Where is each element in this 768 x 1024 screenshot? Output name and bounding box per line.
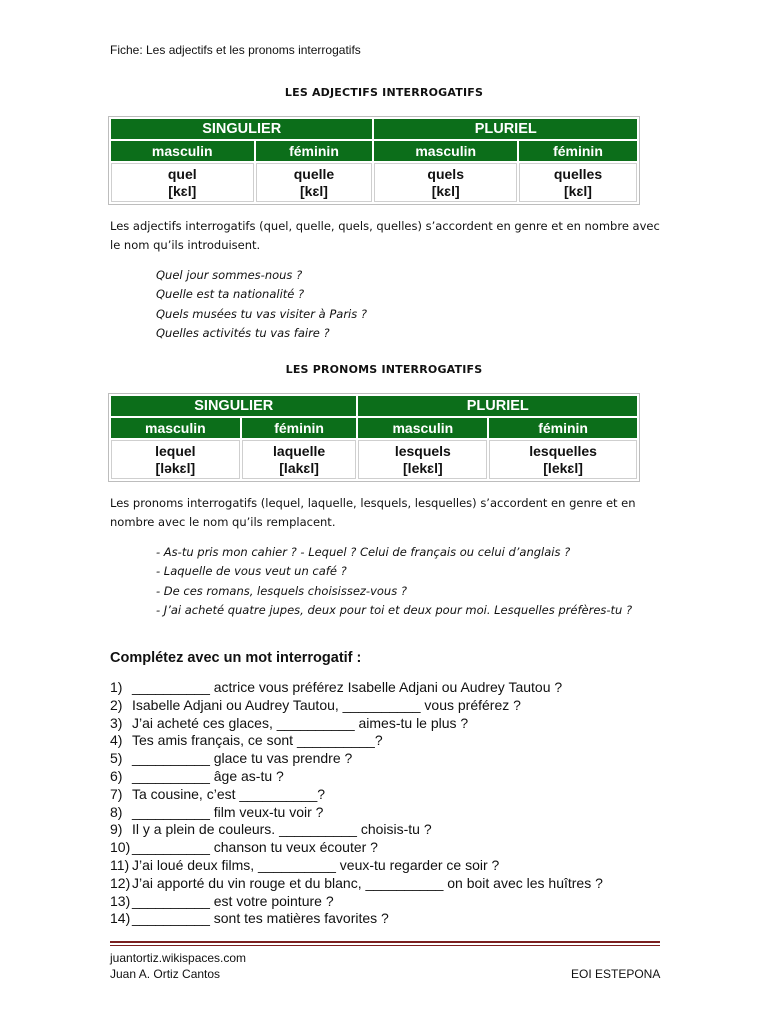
exercise-item: 4) Tes amis français, ce sont __________? [110, 732, 383, 749]
exercise-item: 14) __________ sont tes matières favorites ? [110, 910, 389, 927]
example-line: Quelle est ta nationalité ? [156, 287, 305, 302]
section-title-adjectifs: LES ADJECTIFS INTERROGATIFS [284, 86, 484, 99]
example-line: Quels musées tu vas visiter à Paris ? [156, 306, 368, 321]
exercise-item: 2) Isabelle Adjani ou Audrey Tautou, __________ vous préférez ? [110, 696, 521, 713]
exercise-list [110, 679, 603, 928]
table-cell: quelle [kɛl] [256, 163, 373, 202]
gender-header: féminin [489, 418, 637, 438]
exercise-item: 7) Ta cousine, c’est __________? [110, 785, 326, 802]
gender-header: masculin [358, 418, 487, 438]
example-line: - De ces romans, lesquels choisissez-vous ? [156, 583, 407, 598]
exercise-item: 13) __________ est votre pointure ? [110, 892, 334, 909]
adjectifs-table [108, 116, 640, 205]
gender-header: masculin [111, 141, 254, 161]
exercise-item: 11) J’ai loué deux films, __________ veux-tu regarder ce soir ? [110, 856, 500, 873]
gender-header: féminin [256, 141, 373, 161]
exercise-item: 9) Il y a plein de couleurs. __________ choisis-tu ? [110, 821, 432, 838]
exercise-item: 1) __________ actrice vous préférez Isabelle Adjani ou Audrey Tautou ? [110, 679, 563, 695]
gender-header: féminin [519, 141, 637, 161]
pronoms-explanation: Les pronoms interrogatifs (lequel, laquelle, lesquels, lesquelles) s’accordent en genre et en nombre avec le nom qu’ils remplacent. [110, 496, 636, 529]
pronoms-table [108, 393, 640, 482]
exercise-item: 8) __________ film veux-tu voir ? [110, 803, 324, 820]
page-header: Fiche: Les adjectifs et les pronoms interrogatifs [110, 43, 361, 57]
example-line: Quelles activités tu vas faire ? [156, 325, 330, 340]
example-line: - Laquelle de vous veut un café ? [156, 564, 347, 579]
exercise-title: Complétez avec un mot interrogatif : [110, 650, 362, 666]
table-cell: lesquelles [lekɛl] [489, 440, 637, 479]
table-cell: quelles [kɛl] [519, 163, 637, 202]
gender-header: féminin [242, 418, 357, 438]
table-cell: lequel [ləkɛl] [111, 440, 240, 479]
gender-header: masculin [374, 141, 517, 161]
pluriel-header: PLURIEL [374, 119, 637, 139]
footer-author: Juan A. Ortiz Cantos [110, 967, 221, 981]
example-line: Quel jour sommes-nous ? [156, 268, 303, 282]
footer-school: EOI ESTEPONA [571, 967, 661, 981]
table-cell: quel [kɛl] [111, 163, 254, 202]
pluriel-header: PLURIEL [358, 396, 637, 416]
adjectifs-explanation: Les adjectifs interrogatifs (quel, quelle, quels, quelles) s’accordent en genre et en nombre avec le nom qu’ils introduisent. [110, 219, 660, 252]
table-cell: quels [kɛl] [374, 163, 517, 202]
section-title-pronoms: LES PRONOMS INTERROGATIFS [285, 363, 483, 376]
footer-rule [110, 941, 660, 943]
exercise-item: 10) __________ chanson tu veux écouter ? [110, 839, 378, 856]
adjectifs-examples [156, 266, 367, 343]
table-cell: laquelle [lakɛl] [242, 440, 357, 479]
exercise-item: 5) __________ glace tu vas prendre ? [110, 750, 353, 767]
footer-url: juantortiz.wikispaces.com [110, 951, 247, 965]
gender-header: masculin [111, 418, 240, 438]
example-line: - As-tu pris mon cahier ? - Lequel ? Celui de français ou celui d’anglais ? [156, 545, 571, 559]
exercise-item: 3) J’ai acheté ces glaces, __________ aimes-tu le plus ? [110, 714, 469, 731]
singulier-header: SINGULIER [111, 396, 356, 416]
exercise-item: 6) __________ âge as-tu ? [110, 767, 284, 784]
exercise-item: 12) J’ai apporté du vin rouge et du blanc, __________ on boit avec les huîtres ? [110, 874, 603, 891]
pronoms-examples [156, 543, 632, 620]
singulier-header: SINGULIER [111, 119, 372, 139]
table-cell: lesquels [lekɛl] [358, 440, 487, 479]
footer-rule [110, 945, 660, 946]
example-line: - J’ai acheté quatre jupes, deux pour toi et deux pour moi. Lesquelles préfères-tu ? [156, 602, 633, 617]
